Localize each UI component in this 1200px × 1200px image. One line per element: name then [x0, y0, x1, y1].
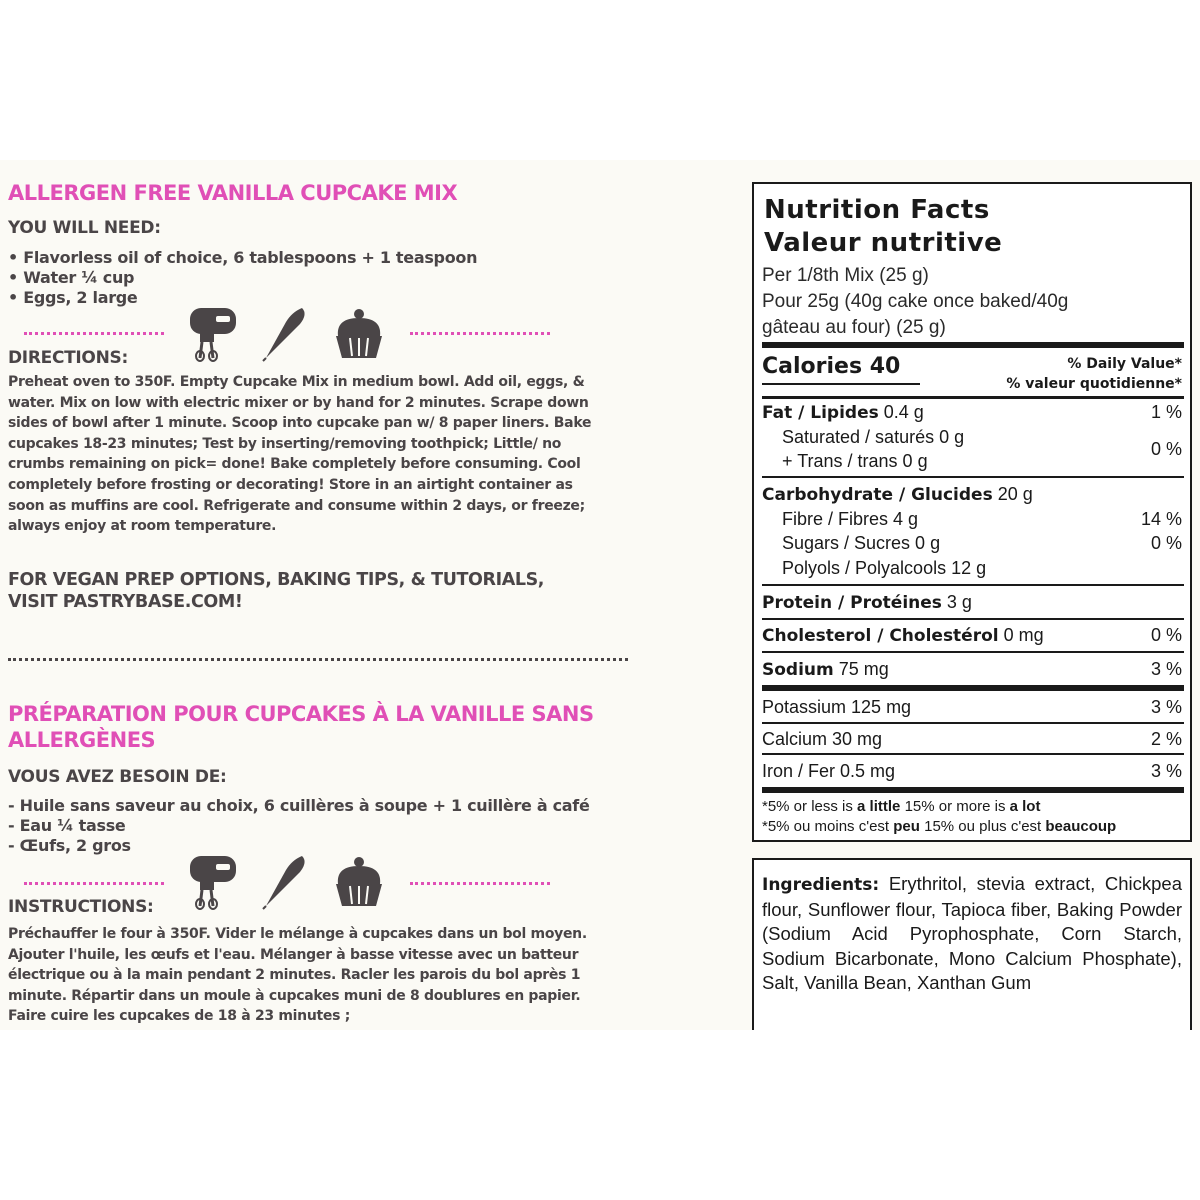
pink-divider-left	[24, 332, 164, 335]
iron-row: Iron / Fer 0.5 mg 3 %	[762, 761, 1182, 781]
list-item: - Eau ¼ tasse	[8, 816, 126, 835]
ingredients-box	[752, 858, 1192, 1030]
polyols-row: Polyols / Polyalcools 12 g	[782, 558, 987, 578]
list-item: - Huile sans saveur au choix, 6 cuillères à soupe + 1 cuillère à café	[8, 796, 590, 815]
trans-row: + Trans / trans 0 g	[782, 451, 928, 471]
list-item: - Œufs, 2 gros	[8, 836, 131, 855]
english-title: ALLERGEN FREE VANILLA CUPCAKE MIX	[8, 181, 458, 205]
potassium-row: Potassium 125 mg 3 %	[762, 697, 1182, 717]
ingredients-text: Ingredients: Erythritol, stevia extract, Chickpea flour, Sunflower flour, Tapioca fiber, Baking Powder (Sodium Acid Pyrophosphate, Corn Starch, Sodium Bicarbonate, Mono Calcium Phosphate), Salt, Vanilla Bean, Xanthan Gum	[762, 873, 1182, 993]
needs-list	[8, 248, 608, 308]
sodium-row: Sodium 75 mg 3 %	[762, 659, 1182, 680]
list-item: • Water ¼ cup	[8, 268, 135, 287]
website-cta: FOR VEGAN PREP OPTIONS, BAKING TIPS, & TUTORIALS, VISIT PASTRYBASE.COM!	[8, 570, 545, 612]
daily-value-header: % Daily Value* % valeur quotidienne*	[1006, 356, 1182, 392]
list-item: • Flavorless oil of choice, 6 tablespoons + 1 teaspoon	[8, 248, 478, 267]
protein-row: Protein / Protéines 3 g	[762, 592, 972, 613]
nutrition-facts-table	[752, 182, 1192, 842]
section-divider	[8, 658, 628, 661]
sugars-row: Sugars / Sucres 0 g 0 %	[782, 533, 1182, 553]
hand-mixer-icon	[186, 852, 242, 910]
calories-row: Calories 40	[762, 354, 901, 379]
saturated-row: Saturated / saturés 0 g	[782, 427, 965, 447]
piping-bag-icon	[262, 304, 310, 362]
ingredients-label: Ingredients:	[762, 875, 880, 895]
fibre-row: Fibre / Fibres 4 g 14 %	[782, 509, 1182, 529]
directions-text: Preheat oven to 350F. Empty Cupcake Mix in medium bowl. Add oil, eggs, & water. Mix on low with electric mixer or by hand for 2 minutes. Scrape down sides of bowl after 1 minute. Scoop into cupcake pan w/ 8 paper liners. Bake cupcakes 18-23 minutes; Test by inserting/removing toothpick; Little/ no crumbs remaining on pick= done! Bake completely before consuming. Cool completely before frosting or decorating! Store in an airtight container as soon as muffins are cool. Refrigerate and consume within 2 days, or freeze; always enjoy at room temperature.	[8, 374, 592, 535]
cupcake-icon	[330, 306, 388, 362]
footnote-en: *5% or less is a little 15% or more is a lot	[762, 798, 1041, 815]
pink-divider-right	[410, 332, 550, 335]
footnote-fr: *5% ou moins c'est peu 15% ou plus c'est beaucoup	[762, 818, 1117, 835]
list-item: • Eggs, 2 large	[8, 288, 138, 307]
carb-row: Carbohydrate / Glucides 20 g	[762, 484, 1033, 505]
cholesterol-row: Cholesterol / Cholestérol 0 mg 0 %	[762, 625, 1182, 646]
instructions-heading: INSTRUCTIONS:	[8, 897, 154, 917]
fat-row: Fat / Lipides 0.4 g 1 %	[762, 402, 1182, 423]
piping-bag-icon	[262, 852, 310, 910]
pink-divider-left-fr	[24, 882, 164, 885]
nutrition-title: Nutrition Facts Valeur nutritive	[764, 195, 1003, 258]
instructions-text: Préchauffer le four à 350F. Vider le mélange à cupcakes dans un bol moyen. Ajouter l'huile, les œufs et l'eau. Mélanger à basse vitesse avec un batteur électrique ou à la main pendant 2 minutes. Racler les parois du bol après 1 minute. Répartir dans un moule à cupcakes muni de 8 doublures en papier. Faire cuire les cupcakes de 18 à 23 minutes ;	[8, 926, 587, 1025]
sat-trans-pct: 0 %	[1150, 439, 1182, 459]
vous-avez-besoin-heading: VOUS AVEZ BESOIN DE:	[8, 767, 227, 787]
label-panel	[0, 160, 1200, 1030]
cupcake-icon	[330, 854, 388, 910]
french-title: PRÉPARATION POUR CUPCAKES À LA VANILLE SANS ALLERGÈNES	[8, 702, 594, 752]
pink-divider-right-fr	[410, 882, 550, 885]
calcium-row: Calcium 30 mg 2 %	[762, 729, 1182, 749]
hand-mixer-icon	[186, 304, 242, 362]
french-needs-list	[8, 796, 618, 856]
you-will-need-heading: YOU WILL NEED:	[8, 218, 161, 238]
serving-size: Per 1/8th Mix (25 g) Pour 25g (40g cake once baked/40g gâteau au four) (25 g)	[762, 265, 1069, 338]
directions-heading: DIRECTIONS:	[8, 348, 128, 368]
